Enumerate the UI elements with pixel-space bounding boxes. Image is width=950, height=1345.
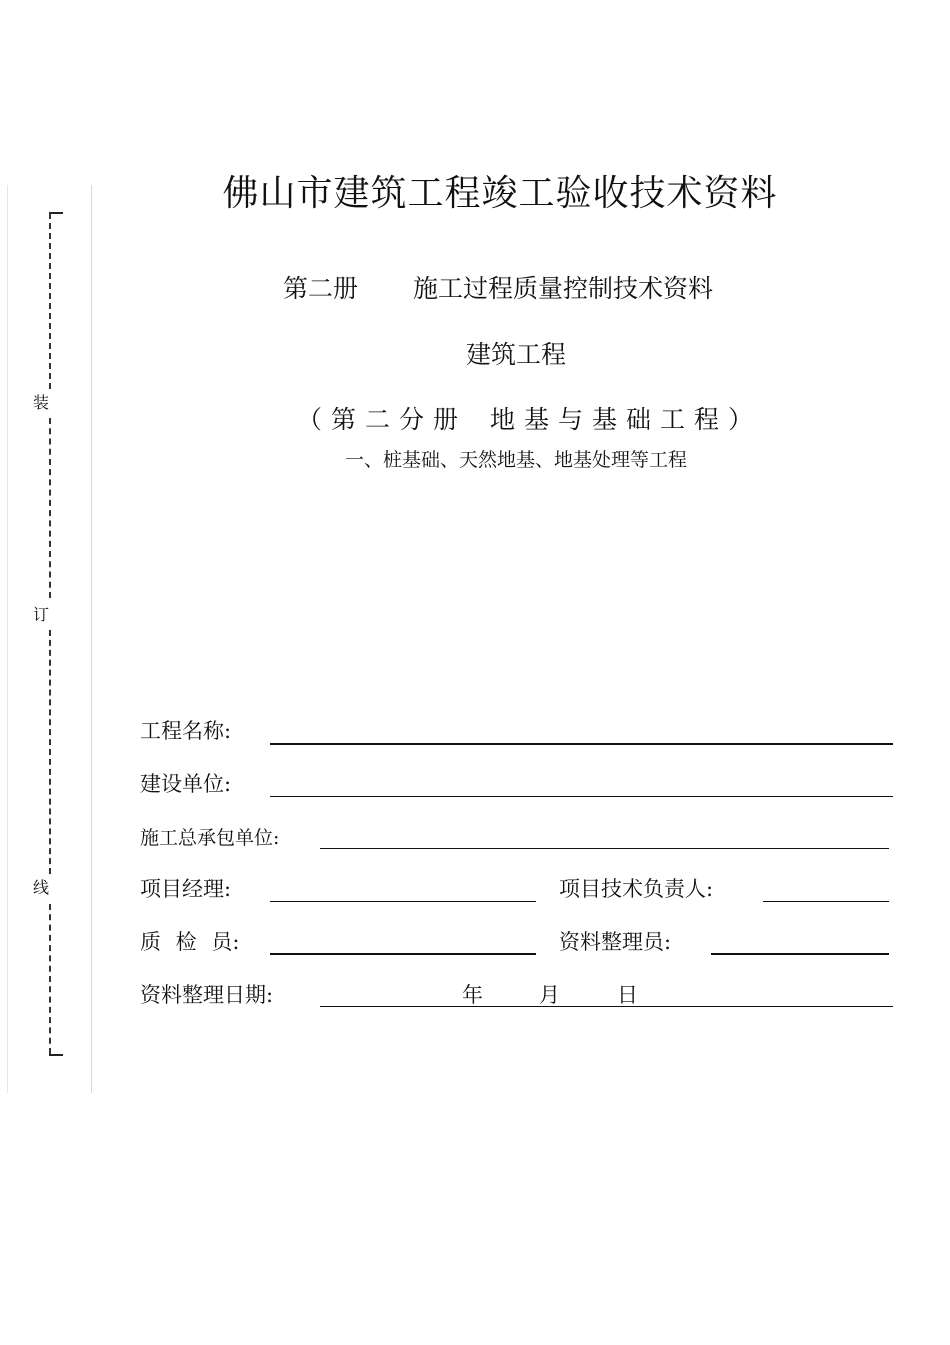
binding-dash-segment xyxy=(49,904,51,1054)
records-date-label: 资料整理日期: xyxy=(140,983,274,1007)
binding-bracket-bottom xyxy=(49,1054,63,1056)
binding-dash-segment xyxy=(49,418,51,598)
records-clerk-label: 资料整理员: xyxy=(559,930,672,954)
binding-char-bind: 装 xyxy=(30,392,52,414)
volume-title: 施工过程质量控制技术资料 xyxy=(413,274,714,303)
subvolume-title: 地基与基础工程） xyxy=(490,405,763,434)
binding-char-staple: 订 xyxy=(30,604,52,626)
volume-number: 第二册 xyxy=(283,274,359,303)
project-name-label: 工程名称: xyxy=(140,719,232,743)
quality-inspector-field[interactable] xyxy=(270,953,536,955)
technical-lead-label: 项目技术负责人: xyxy=(559,877,714,901)
subvolume-number: （第二分册 xyxy=(297,405,468,434)
project-manager-label: 项目经理: xyxy=(140,877,232,901)
margin-rule-left xyxy=(7,185,8,1093)
project-name-field[interactable] xyxy=(270,743,893,745)
margin-rule-right xyxy=(91,185,92,1093)
year-label: 年 xyxy=(462,983,483,1007)
general-contractor-label: 施工总承包单位: xyxy=(140,827,280,849)
builder-label: 建设单位: xyxy=(140,772,232,796)
records-date-field[interactable] xyxy=(320,1006,893,1007)
binding-dash-segment xyxy=(49,630,51,874)
technical-lead-field[interactable] xyxy=(763,901,889,902)
month-label: 月 xyxy=(539,983,560,1007)
scope-subheading: 一、桩基础、天然地基、地基处理等工程 xyxy=(344,449,687,471)
binding-char-line: 线 xyxy=(30,877,52,899)
day-label: 日 xyxy=(617,983,638,1007)
document-title: 佛山市建筑工程竣工验收技术资料 xyxy=(222,173,778,214)
quality-inspector-label: 质 检 员: xyxy=(140,930,240,954)
records-clerk-field[interactable] xyxy=(711,953,889,955)
builder-field[interactable] xyxy=(270,796,893,797)
binding-bracket-top xyxy=(49,212,63,214)
binding-dash-segment xyxy=(49,213,51,389)
general-contractor-field[interactable] xyxy=(320,848,889,849)
category-heading: 建筑工程 xyxy=(465,340,566,369)
project-manager-field[interactable] xyxy=(270,901,536,902)
